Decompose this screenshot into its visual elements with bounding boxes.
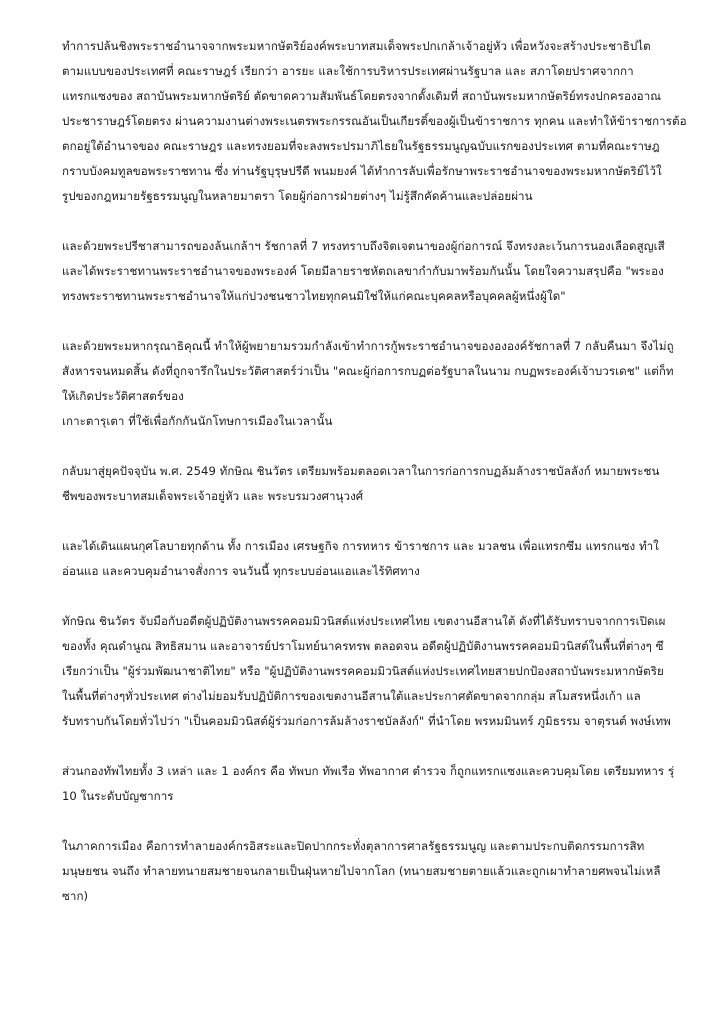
text-line: กลับมาสู่ยุคปัจจุบัน พ.ศ. 2549 ทักษิณ ชินวัตร เตรียมพร้อมตลอดเวลาในการก่อการกบฏล้มล้างราชบัลลังก์ หมายพระชน	[62, 464, 660, 478]
text-line: ซาก)	[62, 889, 89, 903]
text-line: ในภาคการเมือง คือการทำลายองค์กรอิสระและปิดปากกระทั่งตุลาการศาลรัฐธรรมนูญ และตามประกบติดกรรมการสิท	[62, 839, 645, 853]
text-line: รับทราบกันโดยทั่วไปว่า "เป็นคอมมิวนิสต์ผู้ร่วมก่อการล้มล้างราชบัลลังก์" ที่นำโดย พรหมมินทร์ ภูมิธรรม จาตุรนต์ พงษ์เทพ	[62, 714, 671, 728]
text-line: ตามแบบของประเทศที่ คณะราษฎร์ เรียกว่า อารยะ และใช้การบริหารประเทศผ่านรัฐบาล และ สภาโดยปราศจากกา	[62, 64, 634, 78]
text-line: ในพื้นที่ต่างๆทั่วประเทศ ต่างไม่ยอมรับปฏิบัติการของเขตงานอีสานใต้และประกาศตัดขาดจากกลุ่ม สโมสรหนึ่งเก้า แล	[62, 689, 641, 703]
text-line: ของทั้ง คุณดำนูณ สิทธิสมาน และอาจารย์ปราโมทย์นาครทรพ ตลอดจน อดีตผู้ปฏิบัติงานพรรคคอมมิวนิสต์ในพื้นที่ต่างๆ ซึ	[62, 639, 664, 653]
text-line: ทักษิณ ชินวัตร จับมือกับอดีตผู้ปฏิบัติงานพรรคคอมมิวนิสต์แห่งประเทศไทย เขตงานอีสานใต้ ดังที่ได้รับทราบจากการเปิดเผ	[62, 614, 666, 628]
text-line: ชีพของพระบาทสมเด็จพระเจ้าอยู่หัว และ พระบรมวงศานุวงศ์	[62, 489, 364, 503]
text-line: สังหารจนหมดสิ้น ดังที่ถูกจารึกในประวัติศาสตร์ว่าเป็น "คณะผู้ก่อการกบฏต่อรัฐบาลในนาม กบฏพระองค์เจ้าบวรเดช" แต่ก็ท	[62, 364, 674, 378]
text-line: กราบบังคมทูลขอพระราชทาน ซึ่ง ท่านรัฐบุรุษปรีดี พนมยงค์ ได้ทำการลับเพื่อรักษาพระราชอำนาจของพระมหากษัตริย์ไว้ใ	[62, 164, 662, 178]
text-line: ทรงพระราชทานพระราชอำนาจให้แก่ปวงชนชาวไทยทุกคนมิใช่ให้แก่คณะบุคคลหรือบุคคลผู้หนึ่งผู้ใด"	[62, 289, 566, 303]
text-line: และด้วยพระปรีชาสามารถของล้นเกล้าฯ รัชกาลที่ 7 ทรงทราบถึงจิตเจตนาของผู้ก่อการณ์ จึงทรงละเว้นการนองเลือดสูญเสี	[62, 239, 665, 253]
text-line: ทำการปล้นชิงพระราชอำนาจจากพระมหากษัตริย์องค์พระบาทสมเด็จพระปกเกล้าเจ้าอยู่หัว เพื่อหวังจะสร้างประชาธิปไต	[62, 39, 651, 53]
text-line: และได้พระราชทานพระราชอำนาจของพระองค์ โดยมีลายราชหัตถเลขากำกับมาพร้อมกันนั้น โดยใจความสรุปคือ "พระอง	[62, 264, 664, 278]
text-line: ให้เกิดประวัติศาสตร์ของ	[62, 389, 184, 403]
text-line: มนุษยชน จนถึง ทำลายทนายสมชายจนกลายเป็นฝุ่นหายไปจากโลก (ทนายสมชายตายแล้วและถูกเผาทำลายศพจนไม่เหลื	[62, 864, 661, 878]
text-line: เกาะตารุเตา ที่ใช้เพื่อกักกันนักโทษการเมืองในเวลานั้น	[62, 414, 333, 428]
text-line: เรียกว่าเป็น "ผู้ร่วมพัฒนาชาติไทย" หรือ "ผู้ปฏิบัติงานพรรคคอมมิวนิสต์แห่งประเทศไทยสายปกป้องสถาบันพระมหากษัตริย	[62, 664, 664, 678]
text-line: ประชาราษฎร์โดยตรง ผ่านความงานต่างพระเนตรพระกรรณอันเป็นเกียรติ์ของผู้เป็นข้าราชการ ทุกคน และทำให้ข้าราชการต้อ	[62, 114, 687, 128]
text-line: 10 ในระดับบัญชาการ	[62, 789, 174, 803]
text-line: อ่อนแอ และควบคุมอำนาจสั่งการ จนวันนี้ ทุกระบบอ่อนแอและไร้ทิศทาง	[62, 564, 420, 578]
text-line: แทรกแซงของ สถาบันพระมหากษัตริย์ ตัดขาดความสัมพันธ์โดยตรงจากดั้งเดิมที่ สถาบันพระมหากษัตริย์ทรงปกครองอาณ	[62, 89, 662, 103]
text-line: ตกอยู่ใต้อำนาจของ คณะราษฎร และทรงยอมที่จะลงพระปรมาภิไธยในรัฐธรรมนูญฉบับแรกของประเทศ ตามที่คณะราษฎ	[62, 139, 660, 153]
text-line: รูปของกฎหมายรัฐธรรมนูญในหลายมาตรา โดยผู้ก่อการฝ่ายต่างๆ ไม่รู้สึกคัดค้านและปล่อยผ่าน	[62, 189, 533, 203]
text-line: และได้เดินแผนกุศโลบายทุกด้าน ทั้ง การเมือง เศรษฐกิจ การทหาร ข้าราชการ และ มวลชน เพื่อแทรกซึม แทรกแซง ทำใ	[62, 539, 659, 553]
text-line: ส่วนกองทัพไทยทั้ง 3 เหล่า และ 1 องค์กร คือ ทัพบก ทัพเรือ ทัพอากาศ ตำรวจ ก็ถูกแทรกแซงและควบคุมโดย เตรียมทหาร รุ่	[62, 764, 675, 778]
text-line: และด้วยพระมหากรุณาธิคุณนี้ ทำให้ผู้พยายามรวมกำลังเข้าทำการกู้พระราชอำนาจของององค์รัชกาลที่ 7 กลับคืนมา จึงไม่ถู	[62, 339, 674, 353]
